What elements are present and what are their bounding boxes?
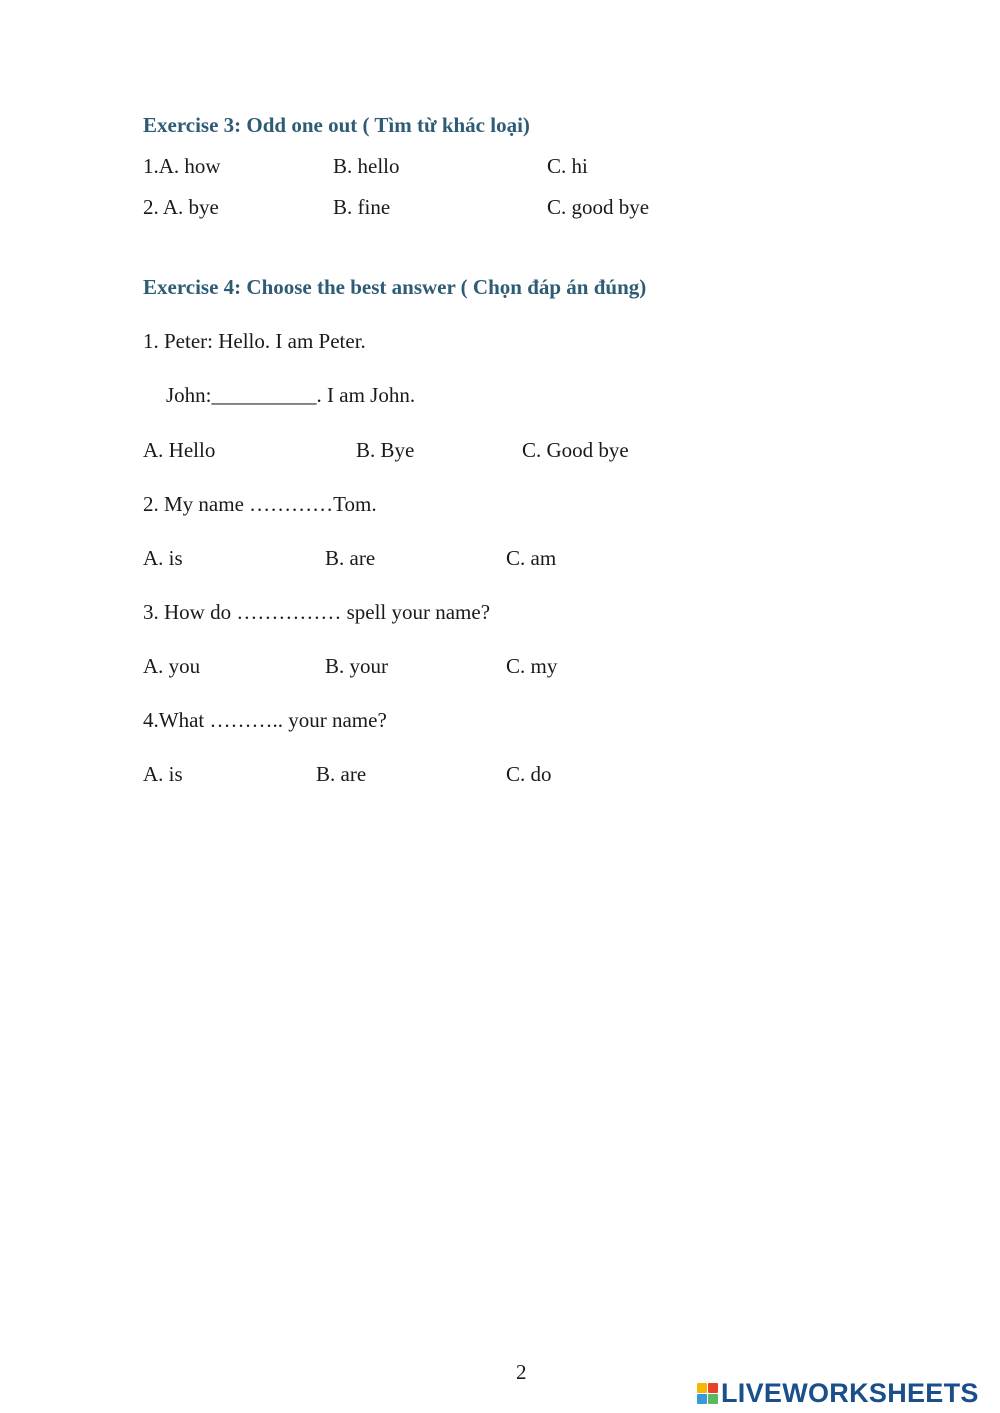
q3-option-b: B. your xyxy=(325,654,388,678)
ex3-row1-option-b: B. hello xyxy=(333,154,400,178)
q4-option-a: A. is xyxy=(143,762,183,786)
ex3-row1-option-c: C. hi xyxy=(547,154,588,178)
q4-question: 4.What ……….. your name? xyxy=(143,708,387,732)
q1-option-b: B. Bye xyxy=(356,438,415,462)
q2-option-a: A. is xyxy=(143,546,183,570)
q3-option-a: A. you xyxy=(143,654,201,678)
q2-option-c: C. am xyxy=(506,546,557,570)
liveworksheets-logo xyxy=(697,1378,979,1408)
q1-line1: 1. Peter: Hello. I am Peter. xyxy=(143,329,366,353)
ex3-row1-option-a: 1.A. how xyxy=(143,154,221,178)
logo-square-2 xyxy=(708,1383,718,1393)
q1-line2: John:__________. I am John. xyxy=(166,383,416,407)
q1-option-c: C. Good bye xyxy=(522,438,629,462)
exercise-4-heading: Exercise 4: Choose the best answer ( Chọn đáp án đúng) xyxy=(143,275,647,299)
ex3-row2-option-b: B. fine xyxy=(333,195,391,219)
q2-option-b: B. are xyxy=(325,546,376,570)
q4-option-c: C. do xyxy=(506,762,552,786)
ex3-row2-option-a: 2. A. bye xyxy=(143,195,219,219)
logo-square-4 xyxy=(708,1394,718,1404)
q2-question: 2. My name …………Tom. xyxy=(143,492,377,516)
q1-option-a: A. Hello xyxy=(143,438,216,462)
q3-question: 3. How do …………… spell your name? xyxy=(143,600,491,624)
logo-text: LIVEWORKSHEETS xyxy=(721,1377,979,1408)
logo-square-1 xyxy=(697,1383,707,1393)
page-number: 2 xyxy=(516,1360,527,1384)
q4-option-b: B. are xyxy=(316,762,367,786)
q3-option-c: C. my xyxy=(506,654,558,678)
logo-square-3 xyxy=(697,1394,707,1404)
liveworksheets-logo-icon xyxy=(697,1383,718,1404)
exercise-3-heading: Exercise 3: Odd one out ( Tìm từ khác loại) xyxy=(143,113,530,137)
ex3-row2-option-c: C. good bye xyxy=(547,195,650,219)
